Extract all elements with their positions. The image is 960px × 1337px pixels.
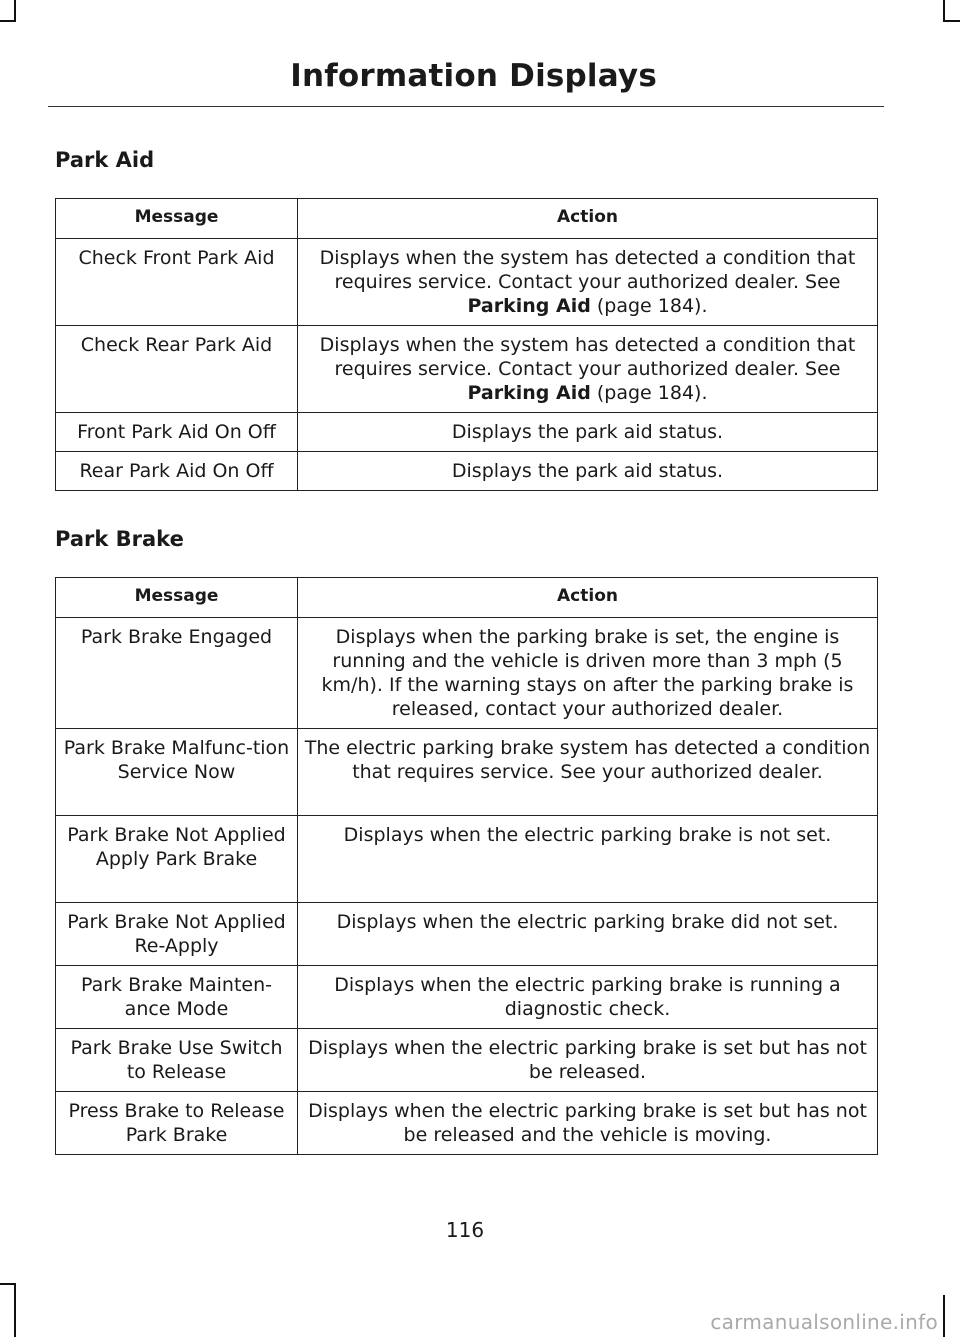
- message-cell: Check Front Park Aid: [56, 239, 298, 326]
- crop-mark: [943, 1295, 945, 1337]
- action-cell: The electric parking brake system has detected a condition that requires service. See your authorized dealer.: [298, 729, 878, 816]
- crop-mark: [0, 1283, 16, 1285]
- park-brake-table: [55, 577, 878, 1155]
- action-cell: Displays the park aid status.: [298, 413, 878, 452]
- action-cell: Displays the park aid status.: [298, 452, 878, 491]
- action-cell: Displays when the electric parking brake is running a diagnostic check.: [298, 966, 878, 1029]
- column-header-action: Action: [298, 578, 878, 618]
- action-cell: Displays when the electric parking brake is not set.: [298, 816, 878, 903]
- title-divider: [48, 106, 884, 107]
- message-cell: Park Brake Mainten-ance Mode: [56, 966, 298, 1029]
- table-header-row: [56, 578, 878, 618]
- section-heading-park-brake: Park Brake: [55, 527, 184, 551]
- message-cell: Rear Park Aid On Off: [56, 452, 298, 491]
- message-cell: Park Brake Not Applied Re-Apply: [56, 903, 298, 966]
- action-cell: Displays when the electric parking brake did not set.: [298, 903, 878, 966]
- table-row: [56, 816, 878, 903]
- action-text: Displays when the system has detected a condition that requires service. Contact your authorized dealer. See: [319, 247, 856, 293]
- action-text: Displays when the system has detected a condition that requires service. Contact your authorized dealer. See: [319, 334, 856, 380]
- section-heading-park-aid: Park Aid: [55, 148, 155, 172]
- table-row: [56, 452, 878, 491]
- message-cell: Check Rear Park Aid: [56, 326, 298, 413]
- table-row: [56, 966, 878, 1029]
- action-cell: [298, 326, 878, 413]
- crop-mark: [943, 20, 960, 22]
- action-cell: Displays when the electric parking brake is set but has not be released.: [298, 1029, 878, 1092]
- table-row: [56, 1092, 878, 1155]
- message-cell: Park Brake Engaged: [56, 618, 298, 729]
- action-cell: Displays when the electric parking brake is set but has not be released and the vehicle is moving.: [298, 1092, 878, 1155]
- watermark: carmanualsonline.info: [710, 1310, 938, 1334]
- crop-mark: [14, 0, 16, 22]
- column-header-message: Message: [56, 199, 298, 239]
- page-title: Information Displays: [290, 58, 657, 94]
- column-header-message: Message: [56, 578, 298, 618]
- table-row: [56, 326, 878, 413]
- park-aid-table: [55, 198, 878, 491]
- message-cell: Park Brake Malfunc-tion Service Now: [56, 729, 298, 816]
- crop-mark: [14, 1283, 16, 1337]
- message-cell: Press Brake to Release Park Brake: [56, 1092, 298, 1155]
- crop-mark: [0, 20, 16, 22]
- table-row: [56, 618, 878, 729]
- crop-mark: [943, 0, 945, 22]
- message-cell: Front Park Aid On Off: [56, 413, 298, 452]
- message-cell: Park Brake Not Applied Apply Park Brake: [56, 816, 298, 903]
- action-cell: Displays when the parking brake is set, the engine is running and the vehicle is driven more than 3 mph (5 km/h). If the warning stays on after the parking brake is released, contact your authorized dealer.: [298, 618, 878, 729]
- page-reference: (page 184).: [596, 382, 708, 404]
- table-header-row: [56, 199, 878, 239]
- table-row: [56, 729, 878, 816]
- column-header-action: Action: [298, 199, 878, 239]
- table-row: [56, 903, 878, 966]
- page-reference: (page 184).: [596, 295, 708, 317]
- action-cell: [298, 239, 878, 326]
- page-number: 116: [445, 1218, 485, 1242]
- table-row: [56, 1029, 878, 1092]
- table-row: [56, 413, 878, 452]
- message-cell: Park Brake Use Switch to Release: [56, 1029, 298, 1092]
- cross-reference-link[interactable]: Parking Aid: [467, 295, 591, 317]
- table-row: [56, 239, 878, 326]
- cross-reference-link[interactable]: Parking Aid: [467, 382, 591, 404]
